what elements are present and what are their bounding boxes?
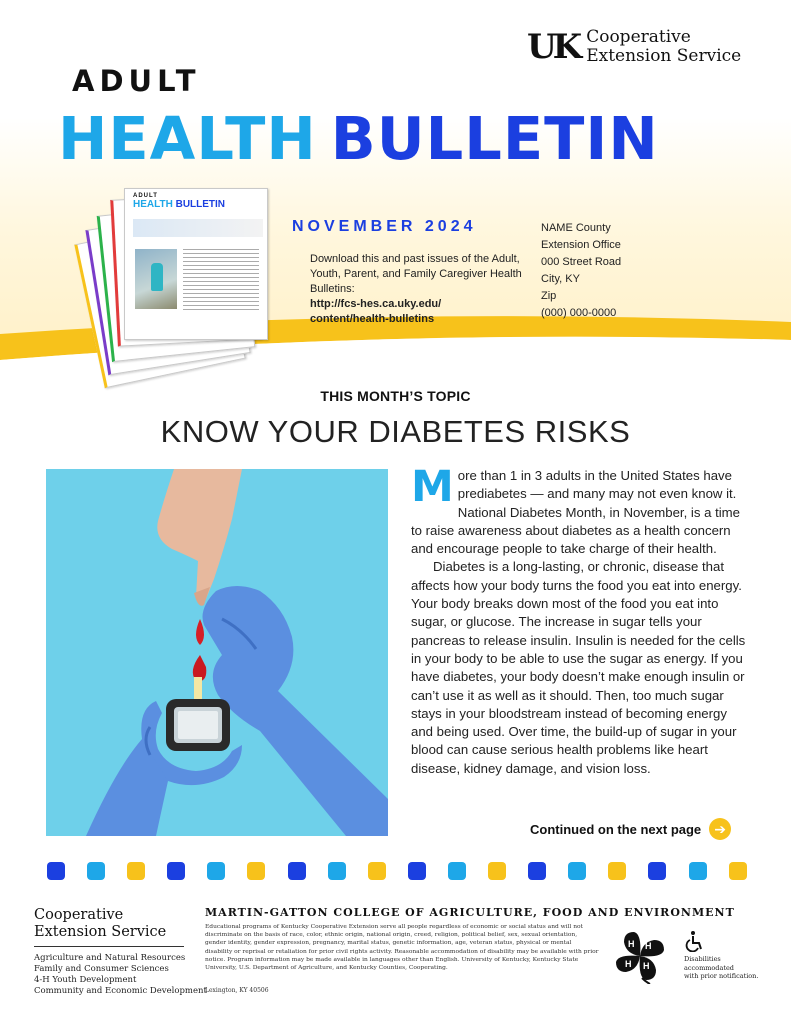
bulletin-title: HEALTH BULLETIN bbox=[58, 104, 659, 173]
glucose-test-photo bbox=[46, 469, 388, 836]
article-paragraph-1: More than 1 in 3 adults in the United States have prediabetes — and many may not even know it. National Diabetes Month, in November, is a time to raise awareness about diabetes as a health concern and encourage people to take charge of their health. bbox=[411, 462, 740, 557]
decorative-dot bbox=[648, 862, 666, 880]
decorative-dot bbox=[328, 862, 346, 880]
topic-label: THIS MONTH’S TOPIC bbox=[320, 388, 471, 404]
decorative-dot bbox=[528, 862, 546, 880]
accessibility-note: Disabilities accommodated with prior notification. bbox=[684, 955, 759, 980]
decorative-dot bbox=[689, 862, 707, 880]
wheelchair-accessibility-icon bbox=[684, 930, 704, 952]
footer-org-name: Cooperative Extension Service bbox=[34, 907, 167, 940]
footer-city: Lexington, KY 40506 bbox=[205, 987, 269, 994]
uk-extension-logo bbox=[527, 28, 741, 66]
decorative-dot bbox=[288, 862, 306, 880]
program-units: Agriculture and Natural Resources Family and Consumer Sciences 4-H Youth Development Community and Economic Development bbox=[34, 953, 207, 996]
drop-cap: M bbox=[411, 462, 454, 512]
decorative-dot bbox=[408, 862, 426, 880]
decorative-dot bbox=[368, 862, 386, 880]
decorative-dot bbox=[448, 862, 466, 880]
footer-divider bbox=[34, 946, 184, 947]
decorative-dots bbox=[47, 862, 747, 880]
article-body bbox=[411, 462, 747, 778]
download-info: Download this and past issues of the Adult, Youth, Parent, and Family Caregiver Health Bulletins: http://fcs-hes.ca.uky.edu/ content/health-bulletins bbox=[310, 252, 530, 327]
four-h-clover-icon bbox=[612, 928, 668, 984]
bulletin-link[interactable]: http://fcs-hes.ca.uky.edu/ bbox=[310, 298, 442, 310]
college-name: MARTIN-GATTON COLLEGE OF AGRICULTURE, FOOD AND ENVIRONMENT bbox=[205, 906, 735, 919]
topic-title: KNOW YOUR DIABETES RISKS bbox=[160, 414, 631, 449]
continued-link[interactable]: Continued on the next page ➔ bbox=[530, 818, 731, 840]
uk-logo-mark: UK bbox=[527, 27, 579, 67]
bulletin-kicker: ADULT bbox=[72, 64, 201, 98]
svg-text:H: H bbox=[645, 941, 652, 951]
front-bulletin-thumbnail: ADULT HEALTH BULLETIN bbox=[124, 188, 268, 340]
nondiscrimination-statement: Educational programs of Kentucky Cooperative Extension serve all people regardless of economic or social status and will not discriminate on the basis of race, color, ethnic origin, national origin, creed, religion, political belief, sex, sexual orientation, gender identity, gender expression, pregnancy, marital status, genetic information, age, veteran status, physical or mental disability or reprisal or retaliation for prior civil rights activity. Reasonable accommodation of disability may be available with prior notice. Program information may be made available in languages other than English. University of Kentucky, Kentucky State University, U.S. Department of Agriculture, and Kentucky Counties, Cooperating. bbox=[205, 924, 599, 972]
decorative-dot bbox=[47, 862, 65, 880]
decorative-dot bbox=[247, 862, 265, 880]
office-address: NAME County Extension Office 000 Street Road City, KY Zip (000) 000-0000 bbox=[541, 222, 622, 319]
decorative-dot bbox=[127, 862, 145, 880]
svg-text:H: H bbox=[643, 961, 650, 971]
bulletin-stack-image bbox=[88, 188, 278, 348]
decorative-dot bbox=[488, 862, 506, 880]
decorative-dot bbox=[729, 862, 747, 880]
svg-text:H: H bbox=[628, 939, 635, 949]
article-paragraph-2: Diabetes is a long-lasting, or chronic, disease that affects how your body turns the food you eat into energy. Your body breaks down most of the food you eat into sugar, or glucose. The increase in sugar tells your pancreas to release insulin. Insulin is needed for the cells in your body to be able to use the sugar as energy. If you have diabetes, your body doesn’t make enough insulin or can’t use it as well as it should. Then, too much sugar stays in your bloodstream instead of becoming energy and being used. Over time, the build-up of sugar in your blood can cause serious health problems like heart disease, kidney damage, and vision loss. bbox=[411, 559, 746, 776]
glucose-meter-illustration bbox=[46, 469, 388, 836]
issue-date: NOVEMBER 2024 bbox=[292, 218, 477, 235]
decorative-dot bbox=[167, 862, 185, 880]
decorative-dot bbox=[608, 862, 626, 880]
svg-text:H: H bbox=[625, 959, 632, 969]
arrow-right-icon: ➔ bbox=[709, 818, 731, 840]
bulletin-link-continued[interactable]: content/health-bulletins bbox=[310, 313, 435, 325]
decorative-dot bbox=[568, 862, 586, 880]
decorative-dot bbox=[87, 862, 105, 880]
org-name: Cooperative Extension Service bbox=[586, 27, 742, 66]
decorative-dot bbox=[207, 862, 225, 880]
thumbnail-photo bbox=[135, 249, 177, 309]
